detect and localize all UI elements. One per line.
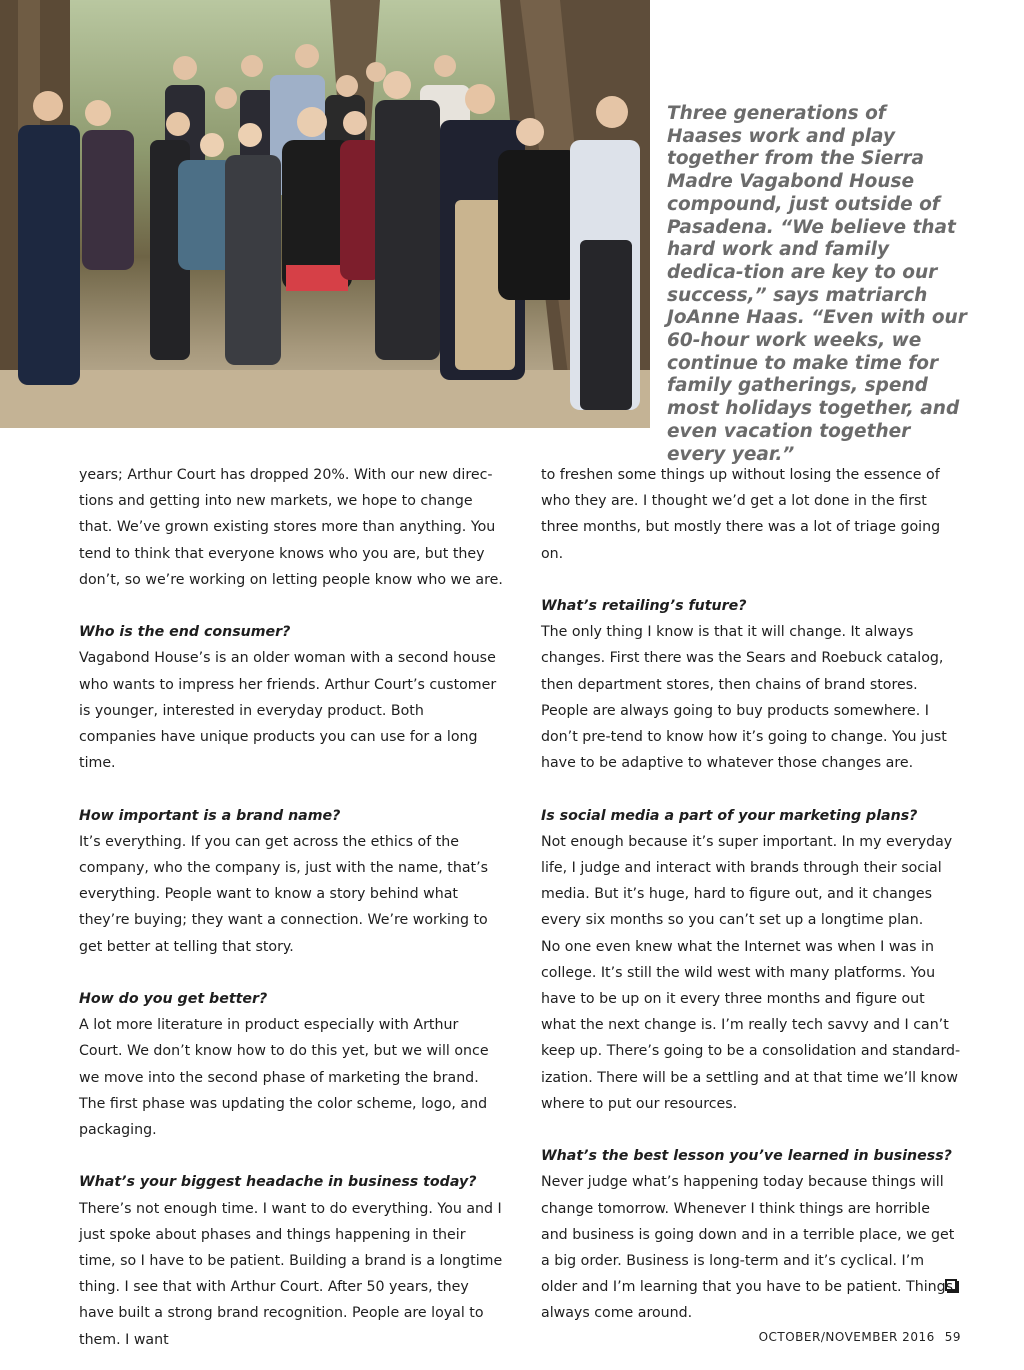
page-number: 59 <box>944 1330 961 1344</box>
family-photo-illustration <box>0 0 650 428</box>
interview-answer: No one even knew what the Internet was when I was in college. It’s still the wild west with many platforms. You have to be up on it every three months and figure out what the next change is. I’m really tech savvy and I can’t keep up. There’s going to be a consolidation and standard-ization. There will be a settling and at that time we’ll know where to put our resources. <box>541 938 961 1112</box>
interview-question: What’s your biggest headache in business today? <box>79 1174 477 1191</box>
end-of-article-icon <box>945 1279 957 1291</box>
interview-answer: There’s not enough time. I want to do everything. You and I just spoke about phases and things happening in their time, so I have to be patient. Building a brand is a longtime thing. I see that with Arthur Court. After 50 years, they have built a strong brand recognition. People are loyal to them. I want <box>79 1200 503 1348</box>
interview-question: Is social media a part of your marketing plans? <box>541 807 918 824</box>
paragraph: to freshen some things up without losing the essence of who they are. I thought we’d get a lot done in the first three months, but mostly there was a lot of triage going on. <box>541 467 941 562</box>
interview-question: How important is a brand name? <box>79 807 341 824</box>
photo-caption: Three generations of Haases work and play together from the Sierra Madre Vagabond House compound, just outside of Pasadena. “We believe that hard work and family dedica-tion are key to our success,” says matriarch JoAnne Haas. “Even with our 60-hour work weeks, we continue to make time for family gatherings, spend most holidays together, and even vacation together every year.” <box>667 103 967 465</box>
interview-question: How do you get better? <box>79 991 268 1008</box>
interview-answer: Vagabond House’s is an older woman with a second house who wants to impress her friends. Arthur Court’s customer is younger, interested in everyday product. Both companies have unique products you can use for a long time. <box>79 650 497 772</box>
interview-answer: A lot more literature in product especially with Arthur Court. We don’t know how to do this yet, but we will once we move into the second phase of marketing the brand. The first phase was updating the color scheme, logo, and packaging. <box>79 1017 489 1139</box>
interview-answer: The only thing I know is that it will change. It always changes. First there was the Sears and Roebuck catalog, then department stores, then chains of brand stores. People are always going to buy products somewhere. I don’t pre-tend to know how it’s going to change. You just have to be adaptive to whatever those changes are. <box>541 624 947 772</box>
article-column-right <box>541 462 961 1327</box>
article-column-left <box>79 462 504 1353</box>
interview-answer: Never judge what’s happening today because things will change tomorrow. Whenever I think things are horrible and business is going down and in a terrible place, we get a big order. Business is long-term and it’s cyclical. I’m older and I’m learning that you have to be patient. Things always come around. <box>541 1174 955 1322</box>
interview-question: What’s retailing’s future? <box>541 598 747 614</box>
paragraph: years; Arthur Court has dropped 20%. With our new direc-tions and getting into new markets, we hope to change that. We’ve grown existing stores more than anything. You tend to think that everyone knows who you are, but they don’t, so we’re working on letting people know who we are. <box>79 467 503 588</box>
family-group-photo <box>0 0 650 428</box>
interview-question: Who is the end consumer? <box>79 624 291 641</box>
interview-answer: Not enough because it’s super important. In my everyday life, I judge and interact with brands through their social media. But it’s huge, hard to figure out, and it changes every six months so you can’t set up a longtime plan. <box>541 833 953 929</box>
interview-question: What’s the best lesson you’ve learned in business? <box>541 1148 952 1165</box>
issue-date: OCTOBER/NOVEMBER 2016 <box>758 1330 935 1344</box>
page-footer <box>749 1330 961 1344</box>
interview-answer: It’s everything. If you can get across the ethics of the company, who the company is, just with the name, that’s everything. People want to know a story behind what they’re buying; they want a connection. We’re working to get better at telling that story. <box>79 833 489 955</box>
